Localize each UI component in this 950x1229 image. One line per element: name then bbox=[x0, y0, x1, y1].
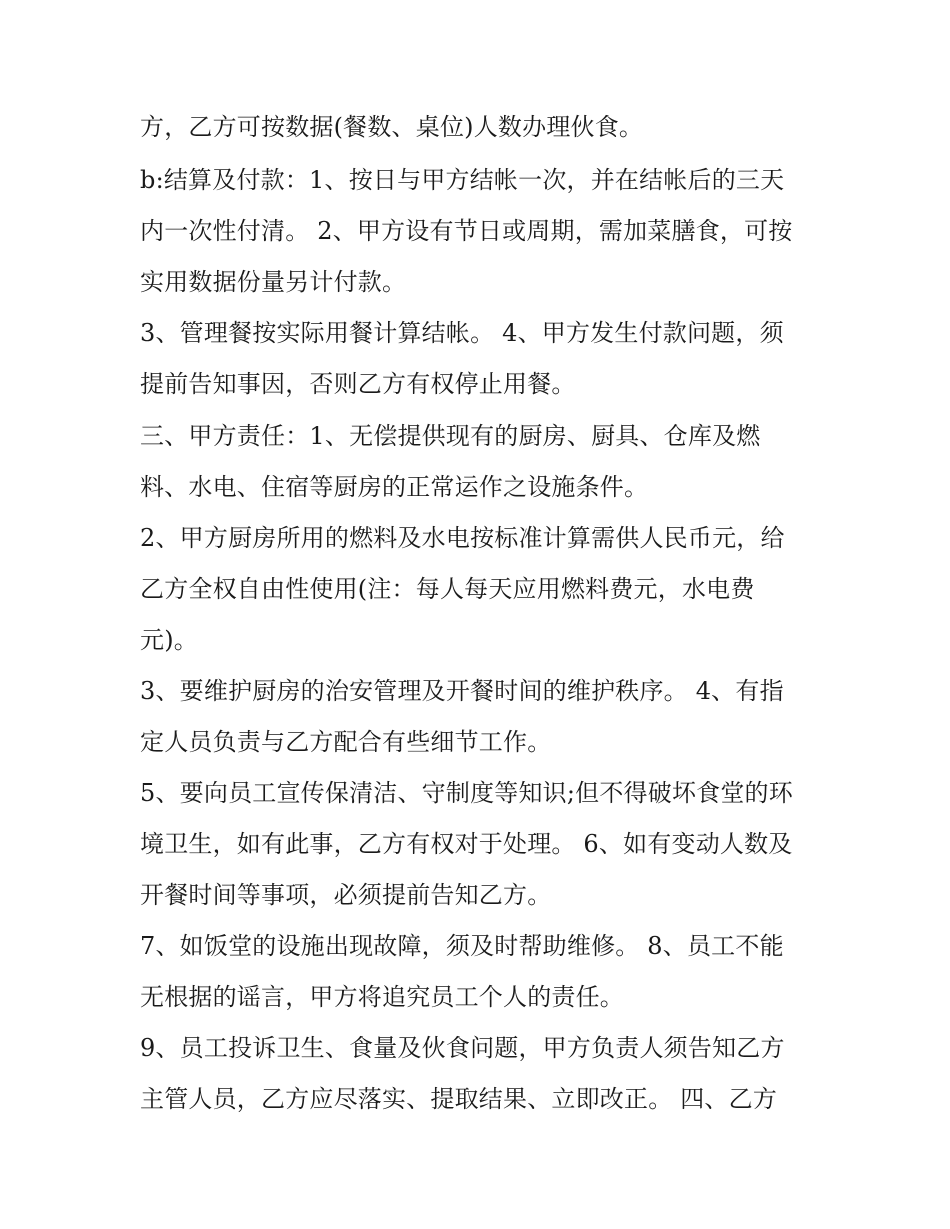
text-line: 3、要维护厨房的治安管理及开餐时间的维护秩序。 4、有指 bbox=[140, 677, 784, 705]
text-line: 实用数据份量另计付款。 bbox=[140, 268, 407, 296]
text-line: 方，乙方可按数据(餐数、桌位)人数办理伙食。 bbox=[140, 113, 644, 141]
text-line: 2、甲方厨房所用的燃料及水电按标准计算需供人民币元，给 bbox=[140, 524, 785, 552]
text-line: 三、甲方责任：1、无偿提供现有的厨房、厨具、仓库及燃 bbox=[140, 422, 761, 450]
text-line: 7、如饭堂的设施出现故障，须及时帮助维修。 8、员工不能 bbox=[140, 932, 784, 960]
text-line: 定人员负责与乙方配合有些细节工作。 bbox=[140, 728, 552, 756]
text-line: 料、水电、住宿等厨房的正常运作之设施条件。 bbox=[140, 473, 649, 501]
text-line: 提前告知事因，否则乙方有权停止用餐。 bbox=[140, 370, 576, 398]
text-line: 乙方全权自由性使用(注：每人每天应用燃料费元，水电费 bbox=[140, 575, 755, 603]
text-line: 无根据的谣言，甲方将追究员工个人的责任。 bbox=[140, 983, 624, 1011]
text-line: 3、管理餐按实际用餐计算结帐。 4、甲方发生付款问题，须 bbox=[140, 319, 784, 347]
text-line: b:结算及付款：1、按日与甲方结帐一次，并在结帐后的三天 bbox=[140, 166, 785, 194]
text-line: 主管人员，乙方应尽落实、提取结果、立即改正。 四、乙方 bbox=[140, 1085, 778, 1113]
text-line: 内一次性付清。 2、甲方设有节日或周期，需加菜膳食，可按 bbox=[140, 217, 793, 245]
text-line: 开餐时间等事项，必须提前告知乙方。 bbox=[140, 881, 552, 909]
text-line: 境卫生，如有此事，乙方有权对于处理。 6、如有变动人数及 bbox=[140, 830, 793, 858]
text-line: 9、员工投诉卫生、食量及伙食问题，甲方负责人须告知乙方 bbox=[140, 1034, 785, 1062]
text-line: 元)。 bbox=[140, 626, 198, 654]
text-line: 5、要向员工宣传保清洁、守制度等知识;但不得破坏食堂的环 bbox=[140, 779, 793, 807]
